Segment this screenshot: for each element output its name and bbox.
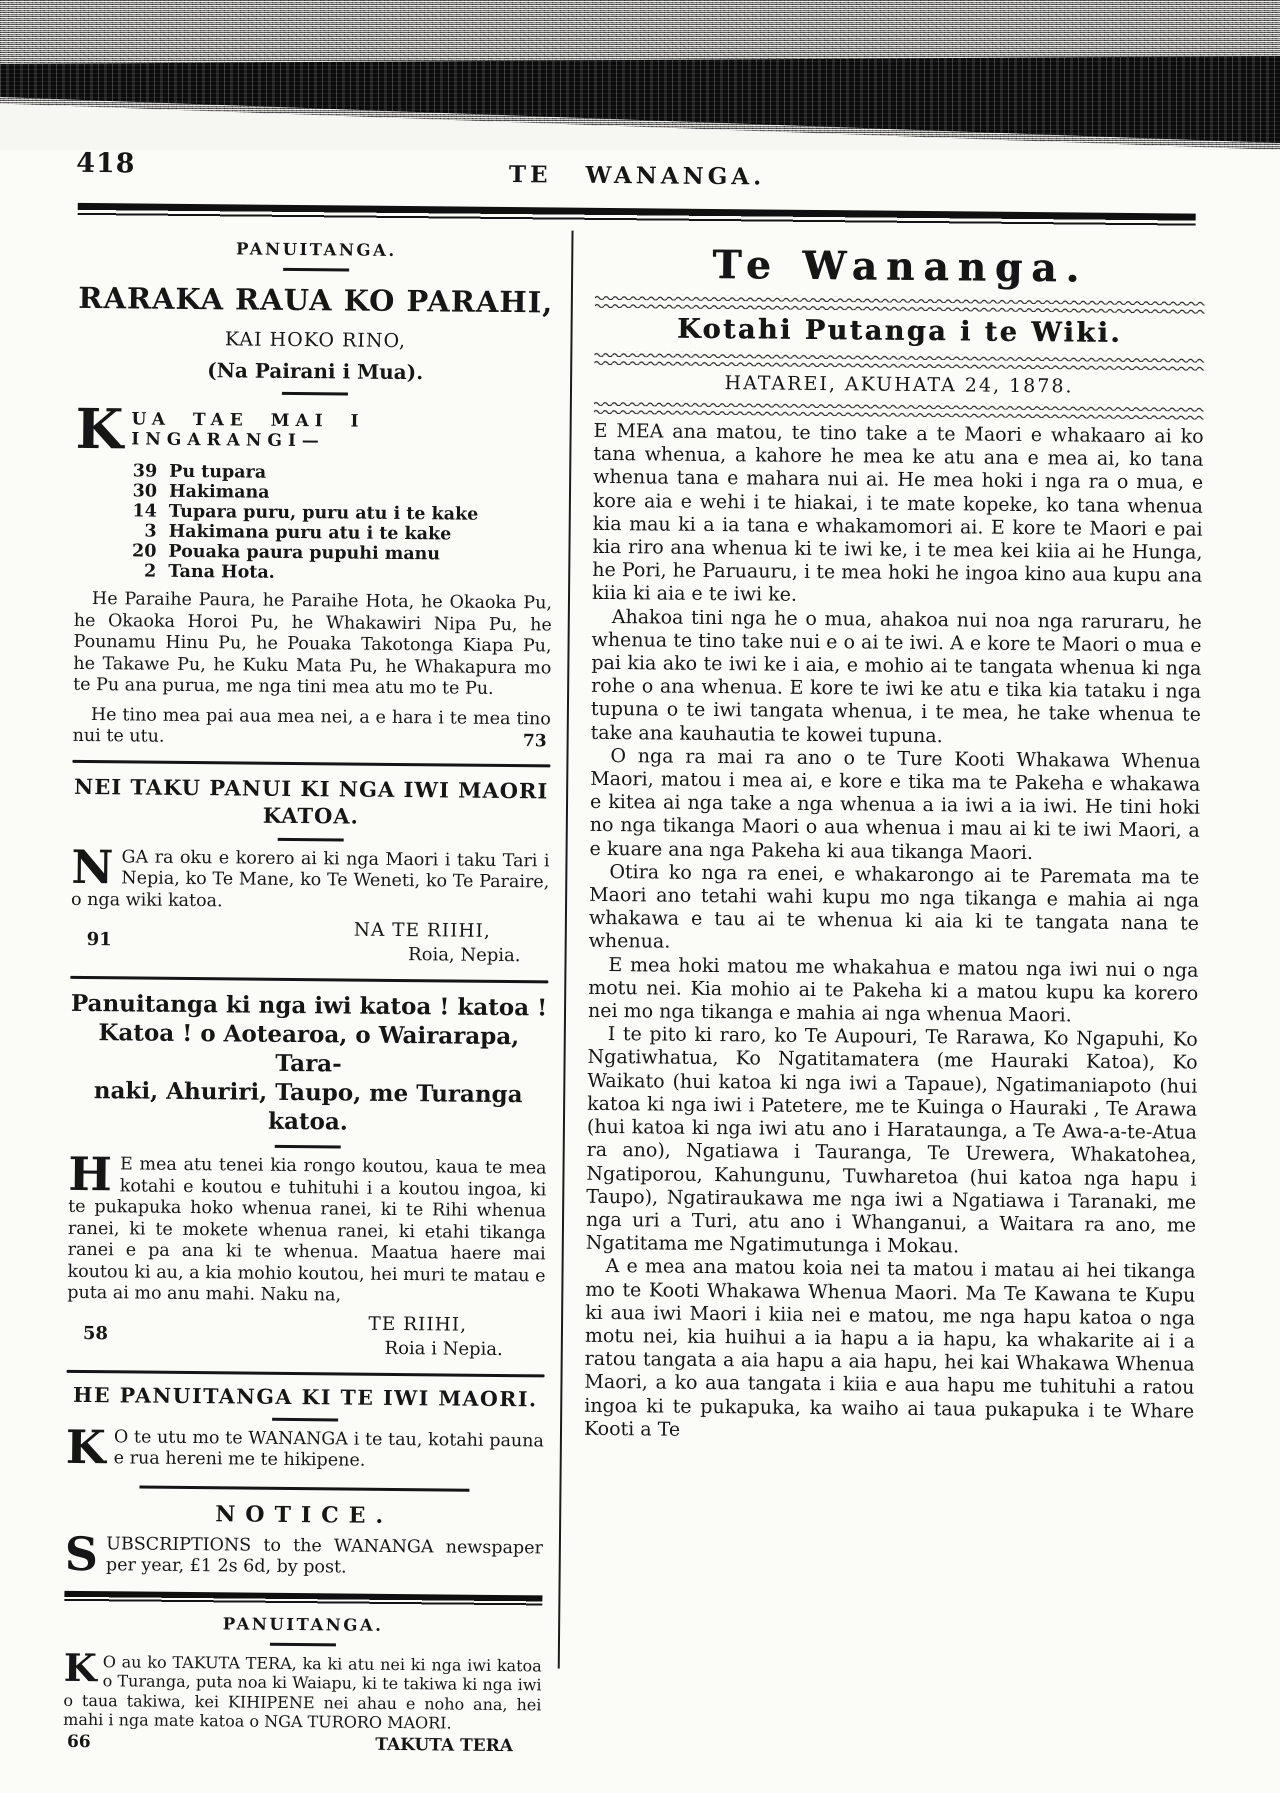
heading-line: naki, Ahuriri, Taupo, me Turanga — [93, 1077, 523, 1109]
section-kicker: PANUITANGA. — [235, 239, 397, 260]
signature-name: TE RIIHI, — [368, 1313, 468, 1336]
item-quantity: 20 — [131, 541, 157, 562]
signature-role: Roia, Nepia. — [408, 944, 521, 967]
short-rule — [275, 1145, 341, 1149]
heading-line: Panuitanga ki nga iwi katoa ! katoa ! — [70, 989, 548, 1022]
wavy-rule-pair — [594, 351, 1204, 371]
notice-heading-english: NOTICE. — [215, 1500, 394, 1529]
heading-line: katoa. — [267, 1107, 348, 1136]
left-column — [63, 238, 556, 1756]
masthead-tagline: Kotahi Putanga i te Wiki. — [676, 313, 1123, 349]
centered-rule — [139, 1485, 469, 1491]
notice-heading: HE PANUITANGA KI TE IWI MAORI. — [72, 1382, 538, 1411]
notice-body — [70, 839, 550, 915]
notice-body — [64, 1526, 543, 1581]
ad-subtitle: KAI HOKO RINO, — [224, 328, 407, 353]
short-rule — [272, 1417, 338, 1421]
item-name: Pu tupara — [169, 461, 267, 483]
signature-role: Roia i Nepia. — [384, 1337, 503, 1360]
item-name: Hakimana puru atu i te kake — [168, 521, 452, 545]
item-quantity: 30 — [132, 481, 158, 502]
editorial-paragraph: E MEA ana matou, te tino take a te Maori e whakaaro ai ko tana whenua, a kahore he mea ke atu ana e mea ai, ko tana whenua tana e mahara nui ai. He mea hoki i nga ra o mua, e kore aia e wehi i te hiakai, i te mate kopeke, ko tana whenua kia mau ki a ia tana e whakamomori ai. E kore te Maori e pai kia riro ana whenua ki te iwi ke, i te mea kei kiia ai he Hunga, he Pori, he Paruauru, i te mea hoki he ingoa kino aua kupu ana kiia ki aia e te iwi ke. — [591, 419, 1204, 607]
thick-double-rule — [64, 1590, 542, 1607]
signature-name: TAKUTA TERA — [375, 1734, 514, 1756]
drop-cap: K — [65, 1419, 107, 1474]
drop-cap: N — [71, 839, 114, 894]
drop-cap: K — [63, 1644, 97, 1690]
section-rule — [72, 759, 550, 767]
right-column — [584, 237, 1206, 1447]
item-name: Tupara puru, puru atu i te kake — [168, 501, 479, 525]
item-quantity: 2 — [143, 561, 157, 582]
item-name: Tana Hota. — [168, 561, 275, 583]
drop-cap: K — [75, 395, 124, 462]
ad-paragraph-text: He tino mea pai aua mea nei, a e hara i te mea tino nui te utu. — [72, 704, 551, 747]
notice-body — [65, 1419, 545, 1474]
section-rule — [70, 976, 548, 984]
notice-heading: NEI TAKU PANUI KI NGA IWI MAORI KATOA. — [73, 773, 549, 829]
item-name: Hakimana — [168, 481, 270, 503]
short-rule — [270, 1642, 336, 1646]
item-quantity: 39 — [132, 461, 158, 482]
signature-block — [67, 1308, 545, 1362]
ad-subtitle-2: (Na Pairani i Mua). — [207, 358, 424, 385]
masthead-double-rule — [78, 203, 1196, 228]
notice-body-text: GA ra oku e korero ai ki nga Maori i taku Tari i Nepia, ko Te Mane, ko Te Weneti, ko Te Paraire, o nga wiki katoa. — [70, 846, 550, 911]
signature-block — [70, 915, 548, 969]
section-kicker: PANUITANGA. — [222, 1613, 384, 1635]
signature-name: NA TE RIIHI, — [353, 919, 491, 942]
notice-body-text: E mea atu tenei kia rongo koutou, kaua te mea kotahi e koutou e tuhituhi i a koutou ingoa, ki te pukapuka hoko whenua ranei, ki te Rihi whenua ranei, ki te mokete whenua ranei, ki etahi tikanga ranei e pa ana ki te whenua. Maatua haere mai koutou ki au, a kia mohio koutou, hei muri te matau e puta ai mo anu mahi. Naku na, — [67, 1154, 547, 1306]
item-quantity: 3 — [144, 521, 157, 542]
item-quantity: 14 — [132, 501, 157, 522]
ad-paragraph: He Paraihe Paura, he Paraihe Hota, he Okaoka Pu, he Okaoka Horoi Pu, he Whakawiri Nipa Pu, he Pounamu Hinu Pu, he Pouaka Takotonga Kiapa Pu, he Takawe Pu, he Kuku Mata Pu, he Whakapura mo te Pu ana purua, me nga tini mea atu mo te Pu. — [73, 589, 553, 699]
notice-heading-large — [69, 989, 548, 1139]
signature-row — [63, 1729, 541, 1756]
notice-body-text: O au ko TAKUTA TERA, ka ki atu nei ki nga iwi katoa o Turanga, puta noa ki Waiapu, ki te takiwa ki nga iwi o taua takiwa, kei KIHIPENE nei ahau e noho ana, hei mahi i nga mate katoa o NGA TURORO MAORI. — [63, 1651, 542, 1733]
short-rule — [283, 268, 349, 272]
editorial-paragraph: I te pito ki raro, ko Te Aupouri, Te Rarawa, Ko Ngapuhi, Ko Ngatiwhatua, Ko Ngatitamatera (me Hauraki Katoa), Ko Waikato (hui katoa ki nga iwi a Tapaue), Ngatimaniapoto (hui katoa ki nga iwi i Patetere, me te Kuinga o Hauraki , Te Arawa (hui katoa ki nga iwi atu ano i Harataunga, a Te Awa-a-te-Atua ra ano), Ngatiawa i Tauranga, Te Urewera, Whakatohea, Ngatiporou, Kahungunu, Tuwharetoa (hui katoa nga hapu i Taupo), Ngatiraukawa me nga iwi a Ngatiawa i Taranaki, me nga uri a Turi, atu ano i Whanganui, a Waitara ra ano, me Ngatitama me Ngatimutunga i Mokau. — [585, 1023, 1198, 1258]
page-title: TE WANANGA. — [508, 161, 766, 191]
newspaper-masthead: Te Wananga. — [712, 241, 1089, 292]
list-item — [120, 561, 552, 585]
notice-reference-number: 91 — [86, 929, 112, 951]
column-divider-rule — [558, 231, 574, 1669]
notice-body — [67, 1146, 547, 1309]
goods-list — [120, 461, 553, 585]
page-number: 418 — [76, 147, 136, 180]
ad-lead-line — [75, 395, 553, 462]
notice-reference-number: 66 — [66, 1731, 91, 1752]
item-name: Pouaka paura pupuhi manu — [168, 541, 441, 565]
notice-body-text: UBSCRIPTIONS to the WANANGA newspaper per year, £1 2s 6d, by post. — [105, 1533, 543, 1578]
ad-paragraph — [73, 704, 551, 752]
ad-title: RARAKA RAUA KO PARAHI, — [78, 280, 554, 320]
short-rule — [282, 392, 348, 396]
notice-body — [63, 1644, 542, 1734]
ad-lead-text: UA TAE MAI I INGARANGI— — [131, 409, 365, 452]
editorial-paragraph: E mea hoki matou me whakahua e matou nga iwi nui o nga motu nei. Kia mohio ai te Pakeha ki a matou kupu ka korero nei mo nga tikanga e mahia ai nga whenua Maori. — [587, 953, 1199, 1027]
editorial-paragraph: O nga ra mai ra ano o te Ture Kooti Whakawa Whenua Maori, matou i mea ai, e kore e tika ma te Pakeha e whakawa e kitea ai nga take a nga whenua a ia iwi a ia iwi. He tini hoki no nga tikanga Maori o aua whenua i mau ai ki te iwi Maori, a e kuare ana nga Pakeha ki aua tikanga Maori. — [589, 744, 1201, 864]
issue-dateline: HATAREI, AKUHATA 24, 1878. — [724, 372, 1074, 398]
short-rule — [278, 837, 344, 841]
notice-reference-number: 58 — [82, 1322, 109, 1344]
editorial-paragraph: Otira ko nga ra enei, e whakarongo ai te Paremata ma te Maori ano tetahi wahi kupu mo nga tikanga e mahia ai nga whakawa e tau ai te whenua ki aia ki te tangata nana te whenua. — [588, 860, 1200, 954]
drop-cap: H — [68, 1146, 113, 1202]
editorial-paragraph: Ahakoa tini nga he o mua, ahakoa nui noa nga raruraru, he whenua te tino take nui e o ai te iwi. A e kore te Maori o mua e pai kia ako te iwi ke i aia, e mohio ai te tangata whenua ki nga rohe o ana whenua. E kore te iwi ke atu e tika kia tataku i nga tupuna o te iwi tangata whenua, i te mea, he take whenua te take ana kauhautia te kowei tupuna. — [590, 605, 1202, 747]
section-rule — [67, 1369, 545, 1377]
drop-cap: S — [64, 1526, 99, 1581]
notice-body-text: O te utu mo te WANANGA i te tau, kotahi pauna e rua hereni me te hikipene. — [113, 1426, 545, 1471]
heading-line: Katoa ! o Aotearoa, o Wairarapa, Tara- — [98, 1019, 520, 1078]
editorial-paragraph: A e mea ana matou koia nei ta matou i matau ai hei tikanga mo te Kooti Whakawa Whenua Maori. Ma Te Kawana te Kupu ki aua iwi Maori i kiia nei e matou, me nga hapu katoa o nga motu nei, kia huihui a ia hapu a ia hapu, ka whakarite ai i a ratou tangata a aia hapu a aia hapu, hei kai Whakawa Whenua Maori, a ko aua tangata i kiia e aua hapu me tuhituhi a ratou ingoa ki te pukapuka, ka waiho ai taua pukapuka i te Whare Kooti a Te — [583, 1255, 1196, 1441]
wavy-rule-pair — [594, 400, 1204, 420]
notice-reference-number: 73 — [522, 731, 547, 752]
wavy-rule-pair — [595, 294, 1205, 314]
